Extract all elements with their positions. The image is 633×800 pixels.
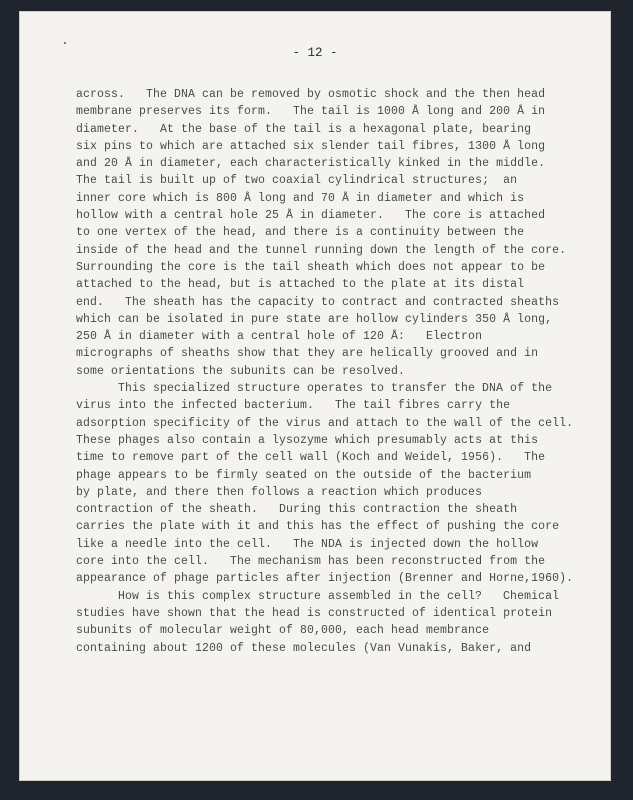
text-line: some orientations the subunits can be resolved. bbox=[76, 364, 406, 378]
text-line-paragraph-start: How is this complex structure assembled in the cell? Chemical bbox=[118, 589, 560, 603]
text-line: studies have shown that the head is constructed of identical protein bbox=[76, 606, 553, 620]
text-line: and 20 Å in diameter, each characteristically kinked in the middle. bbox=[76, 157, 546, 171]
text-line: by plate, and there then follows a reaction which produces bbox=[76, 485, 483, 499]
page-speck bbox=[64, 42, 66, 44]
text-line: inner core which is 800 Å long and 70 Å in diameter and which is bbox=[76, 191, 525, 205]
text-line: micrographs of sheaths show that they are helically grooved and in bbox=[76, 347, 539, 361]
text-line: inside of the head and the tunnel running down the length of the core. bbox=[76, 243, 567, 257]
document-page bbox=[20, 12, 610, 780]
text-line: phage appears to be firmly seated on the outside of the bacterium bbox=[76, 468, 532, 482]
text-line: virus into the infected bacterium. The tail fibres carry the bbox=[76, 399, 511, 413]
text-line: across. The DNA can be removed by osmotic shock and the then head bbox=[76, 88, 546, 101]
text-line: appearance of phage particles after injection (Brenner and Horne,1960). bbox=[76, 572, 574, 586]
text-line: time to remove part of the cell wall (Koch and Weidel, 1956). The bbox=[76, 451, 546, 465]
text-line: core into the cell. The mechanism has been reconstructed from the bbox=[76, 555, 546, 569]
text-line: contraction of the sheath. During this contraction the sheath bbox=[76, 503, 518, 517]
text-line: which can be isolated in pure state are hollow cylinders 350 Å long, bbox=[76, 312, 553, 326]
text-line-paragraph-start: This specialized structure operates to transfer the DNA of the bbox=[118, 382, 553, 396]
text-line: carries the plate with it and this has the effect of pushing the core bbox=[76, 520, 560, 534]
text-line: hollow with a central hole 25 Å in diameter. The core is attached bbox=[76, 209, 546, 223]
text-line: membrane preserves its form. The tail is 1000 Å long and 200 Å in bbox=[76, 105, 546, 119]
text-line: to one vertex of the head, and there is a continuity between the bbox=[76, 226, 525, 240]
text-line: like a needle into the cell. The NDA is injected down the hollow bbox=[76, 537, 539, 551]
body-text bbox=[76, 86, 606, 657]
text-line: subunits of molecular weight of 80,000, each head membrance bbox=[76, 624, 490, 638]
page-number: - 12 - bbox=[292, 46, 338, 60]
text-line: six pins to which are attached six slender tail fibres, 1300 Å long bbox=[76, 139, 546, 153]
text-line: 250 Å in diameter with a central hole of 120 Å: Electron bbox=[76, 330, 483, 344]
text-line: end. The sheath has the capacity to contract and contracted sheaths bbox=[76, 295, 560, 309]
text-line: Surrounding the core is the tail sheath which does not appear to be bbox=[76, 260, 546, 274]
text-line: adsorption specificity of the virus and attach to the wall of the cell. bbox=[76, 416, 574, 430]
text-line: containing about 1200 of these molecules (Van Vunakis, Baker, and bbox=[76, 641, 532, 655]
text-line: These phages also contain a lysozyme which presumably acts at this bbox=[76, 433, 539, 447]
text-line: diameter. At the base of the tail is a hexagonal plate, bearing bbox=[76, 122, 532, 136]
text-line: The tail is built up of two coaxial cylindrical structures; an bbox=[76, 174, 518, 188]
text-line: attached to the head, but is attached to the plate at its distal bbox=[76, 278, 525, 292]
